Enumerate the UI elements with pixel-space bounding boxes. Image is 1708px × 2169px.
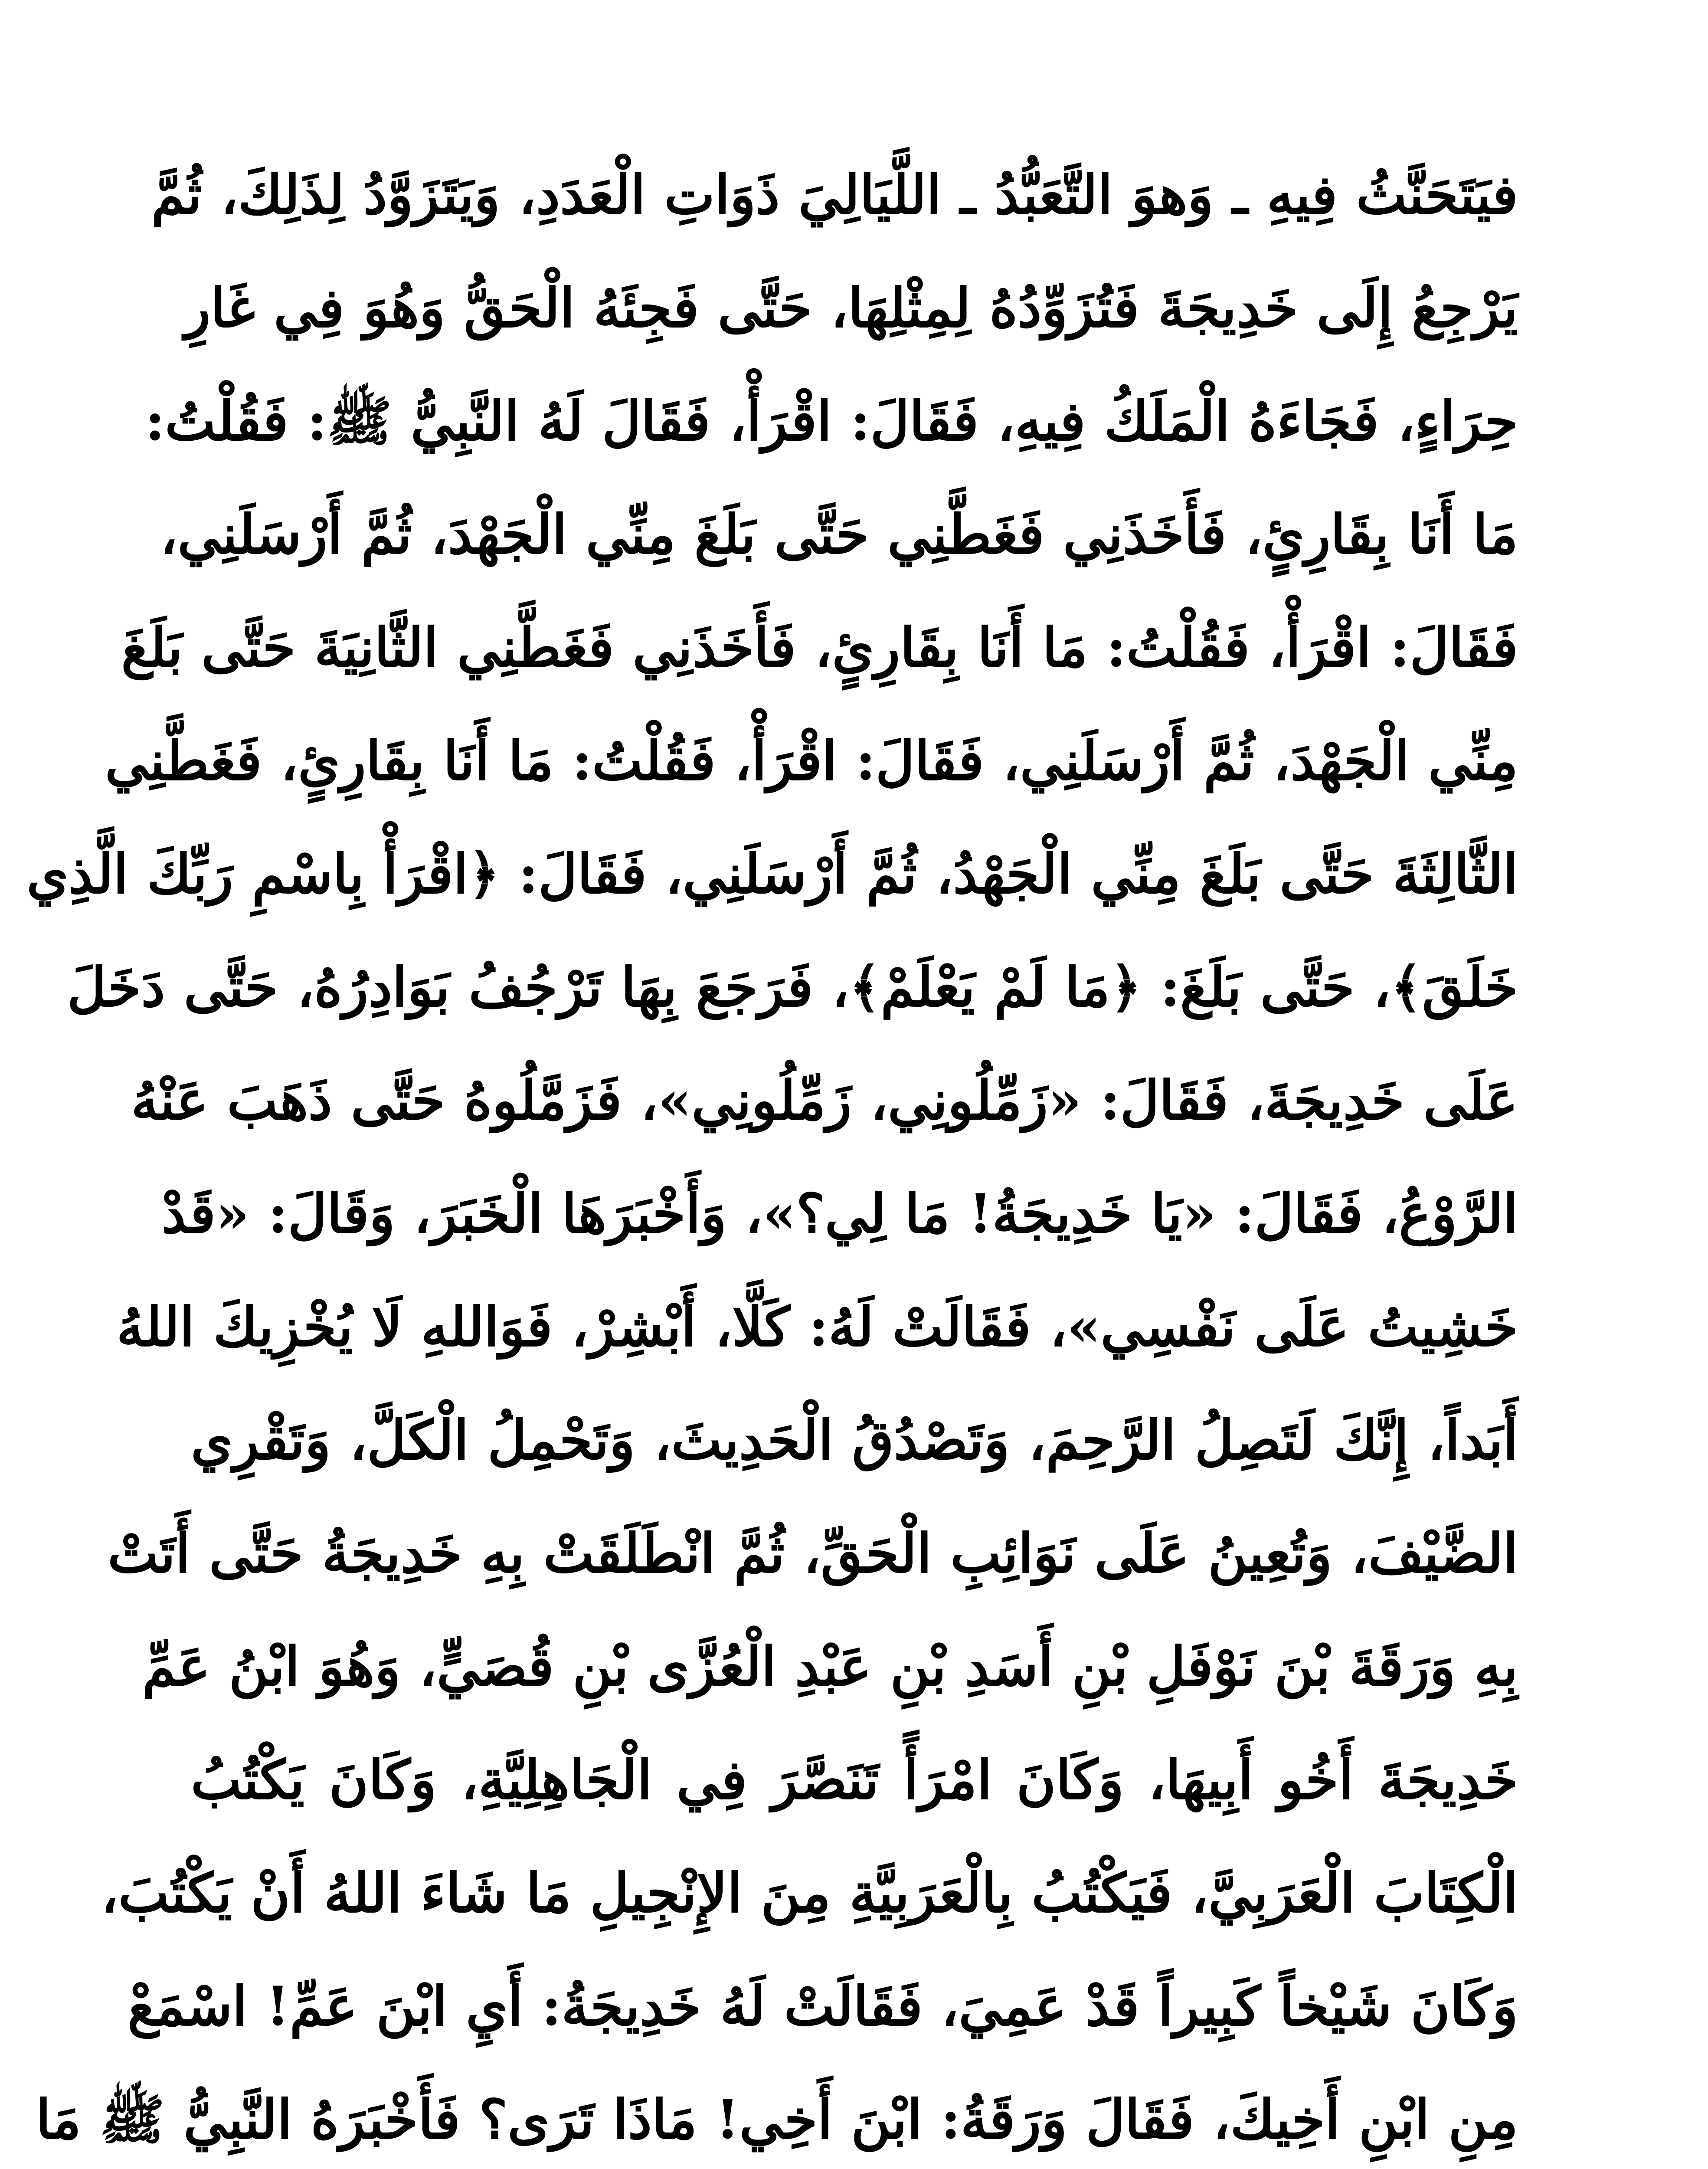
text-line-5: فَقَالَ: اقْرَأْ، فَقُلْتُ: مَا أَنَا بِقَارِئٍ، فَأَخَذَنِي فَغَطَّنِي الثَّانِيَةَ حَتَّى بَلَغَ — [121, 616, 1518, 679]
text-line-16: الْكِتَابَ الْعَرَبِيَّ، فَيَكْتُبُ بِالْعَرَبِيَّةِ مِنَ الإِنْجِيلِ مَا شَاءَ اللهُ أَنْ يَكْتُبَ، — [101, 1862, 1518, 1925]
text-line-8: خَلَقَ﴾، حَتَّى بَلَغَ: ﴿مَا لَمْ يَعْلَمْ﴾، فَرَجَعَ بِهَا تَرْجُفُ بَوَادِرُهُ، حَتَّى دَخَلَ — [67, 956, 1518, 1019]
text-line-9: عَلَى خَدِيجَةَ، فَقَالَ: «زَمِّلُونِي، زَمِّلُونِي»، فَزَمَّلُوهُ حَتَّى ذَهَبَ عَنْهُ — [131, 1069, 1518, 1132]
text-line-6: مِنِّي الْجَهْدَ، ثُمَّ أَرْسَلَنِي، فَقَالَ: اقْرَأْ، فَقُلْتُ: مَا أَنَا بِقَارِئٍ، فَغَطَّنِي — [105, 730, 1518, 793]
text-line-18: مِنِ ابْنِ أَخِيكَ، فَقَالَ وَرَقَةُ: ابْنَ أَخِي! مَاذَا تَرَى؟ فَأَخْبَرَهُ النَّبِيُّ ﷺ مَا — [36, 2088, 1518, 2151]
text-line-1: فيَتَحَنَّثُ فِيهِ ـ وَهوَ التَّعَبُّدُ ـ اللَّيَالِيَ ذَوَاتِ الْعَدَدِ، وَيَتَزَوَّدُ لِذَلِكَ، ثُمَّ — [151, 164, 1518, 226]
body-text — [26, 143, 1518, 2169]
text-line-10: الرَّوْعُ، فَقَالَ: «يَا خَدِيجَةُ! مَا لِي؟»، وَأَخْبَرَهَا الْخَبَرَ، وَقَالَ: «قَدْ — [161, 1183, 1518, 1245]
text-line-4: مَا أَنَا بِقَارِئٍ، فَأَخَذَنِي فَغَطَّنِي حَتَّى بَلَغَ مِنِّي الْجَهْدَ، ثُمَّ أَرْسَلَنِي، — [160, 503, 1518, 566]
text-line-11: خَشِيتُ عَلَى نَفْسِي»، فَقَالَتْ لَهُ: كَلَّا، أَبْشِرْ، فَوَاللهِ لَا يُخْزِيكَ اللهُ — [116, 1296, 1518, 1359]
text-line-17: وَكَانَ شَيْخاً كَبِيراً قَدْ عَمِيَ، فَقَالَتْ لَهُ خَدِيجَةُ: أَيِ ابْنَ عَمِّ! اسْمَعْ — [128, 1975, 1518, 2038]
text-line-2: يَرْجِعُ إِلَى خَدِيجَةَ فَتُزَوِّدُهُ لِمِثْلِهَا، حَتَّى فَجِئَهُ الْحَقُّ وَهُوَ فِي غَارِ — [184, 277, 1518, 340]
text-line-13: الضَّيْفَ، وَتُعِينُ عَلَى نَوَائِبِ الْحَقِّ، ثُمَّ انْطَلَقَتْ بِهِ خَدِيجَةُ حَتَّى أَتَتْ — [108, 1522, 1518, 1585]
text-line-12: أَبَداً، إِنَّكَ لَتَصِلُ الرَّحِمَ، وَتَصْدُقُ الْحَدِيثَ، وَتَحْمِلُ الْكَلَّ، وَتَقْرِي — [191, 1409, 1518, 1472]
text-line-15: خَدِيجَةَ أَخُو أَبِيهَا، وَكَانَ امْرَأً تَنَصَّرَ فِي الْجَاهِلِيَّةِ، وَكَانَ يَكْتُبُ — [191, 1749, 1518, 1812]
text-line-3: حِرَاءٍ، فَجَاءَهُ الْمَلَكُ فِيهِ، فَقَالَ: اقْرَأْ، فَقَالَ لَهُ النَّبِيُّ ﷺ: فَقُلْتُ: — [145, 390, 1518, 453]
text-line-14: بِهِ وَرَقَةَ بْنَ نَوْفَلِ بْنِ أَسَدِ بْنِ عَبْدِ الْعُزَّى بْنِ قُصَيٍّ، وَهُوَ ابْنُ عَمِّ — [142, 1635, 1518, 1698]
text-line-7: الثَّالِثَةَ حَتَّى بَلَغَ مِنِّي الْجَهْدُ، ثُمَّ أَرْسَلَنِي، فَقَالَ: ﴿اقْرَأْ بِاسْمِ رَبِّكَ الَّذِي — [26, 843, 1518, 906]
